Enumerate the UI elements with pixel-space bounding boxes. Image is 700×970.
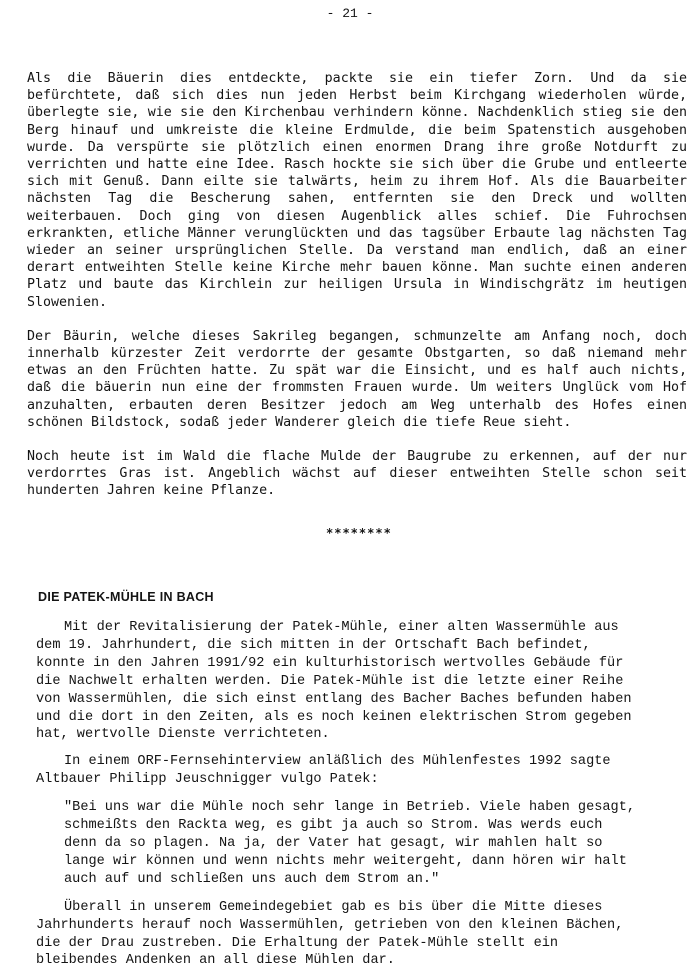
page-number: - 21 - [326, 6, 374, 21]
article-title: DIE PATEK-MÜHLE IN BACH [38, 590, 214, 604]
story-text [27, 70, 687, 500]
story-paragraph-3: Noch heute ist im Wald die flache Mulde der Baugrube zu erkennen, auf der nur verdorrtes Gras ist. Angeblich wächst auf dieser entweihten Stelle schon seit hunderten Jahren keine Pflanze. [27, 449, 687, 499]
article-paragraph-1: Mit der Revitalisierung der Patek-Mühle, einer alten Wassermühle aus dem 19. Jahrhundert, die sich mitten in der Ortschaft Bach befindet, konnte in den Jahren 1991/92 ein kulturhistorisch wertvolles Gebäude für die Nachwelt erhalten werden. Die Patek-Mühle ist die letzte einer Reihe von Wassermühlen, die sich einst entlang des Bacher Baches befunden haben und die dort in den Zeiten, als es noch keinen elektrischen Strom gegeben hat, wertvolle Dienste verrichteten. [36, 620, 632, 743]
section-separator: ******** [326, 526, 392, 540]
article-paragraph-3: Überall in unserem Gemeindegebiet gab es bis über die Mitte dieses Jahrhunderts herauf noch Wassermühlen, getrieben von den kleinen Bächen, die der Drau zustreben. Die Erhaltung der Patek-Mühle stellt ein bleibendes Andenken an all diese Mühlen dar. [36, 899, 624, 969]
story-paragraph-2: Der Bäurin, welche dieses Sakrileg begangen, schmunzelte am Anfang noch, doch innerhalb kürzester Zeit verdorrte der gesamte Obstgarten, so daß niemand mehr etwas an den Früchten hatte. Zu spät war die Einsicht, und es half auch nichts, daß die bäuerin nun eine der frommsten Frauen wurde. Um weiters Unglück vom Hof anzuhalten, erbauten deren Besitzer jedoch am Weg unterhalb des Hofes einen schönen Bildstock, sodaß jeder Wanderer gleich die tiefe Reue sieht. [27, 328, 687, 430]
article-paragraph-2: In einem ORF-Fernsehinterview anläßlich des Mühlenfestes 1992 sagte Altbauer Philipp Jeuschnigger vulgo Patek: [36, 754, 611, 788]
story-paragraph-1: Als die Bäuerin dies entdeckte, packte sie ein tiefer Zorn. Und da sie befürchtete, daß sich dies nun jeden Herbst beim Kirchgang wiederholen würde, überlegte sie, wie sie den Kirchenbau verhindern könne. Nachdenklich stieg sie den Berg hinauf und umkreiste die kleine Erdmulde, die beim Spatenstich ausgehoben wurde. Da verspürte sie plötzlich einen enormen Drang ihre große Notdurft zu verrichten und hatte eine Idee. Rasch hockte sie sich über die Grube und entleerte sich mit Genuß. Dann eilte sie talwärts, heim zu ihrem Hof. Als die Bauarbeiter nächsten Tag die Bescherung sahen, entfernten sie den Dreck und wollten weiterbauen. Doch ging von diesen Augenblick alles schief. Die Fuhrochsen erkrankten, etliche Männer verunglückten und das tagsüber Erbaute lag nächsten Tag wieder an seiner ursprünglichen Stelle. Da verstand man endlich, daß an einer derart entweihten Stelle keine Kirche mehr bauen könne. Man suchte einen anderen Platz und baute das Kirchlein zur heiligen Ursula in Windischgrätz im heutigen Slowenien. [27, 71, 687, 310]
article-body [36, 619, 636, 970]
article-quote: "Bei uns war die Mühle noch sehr lange in Betrieb. Viele haben gesagt, schmeißts den Rackta weg, es gibt ja auch so Strom. Was werds euch denn da so plagen. Na ja, der Vater hat gesagt, wir mahlen halt so lange wir können und wenn nichts mehr weitergeht, dann hören wir halt auch auf und schließen uns auch dem Strom an." [64, 800, 636, 887]
